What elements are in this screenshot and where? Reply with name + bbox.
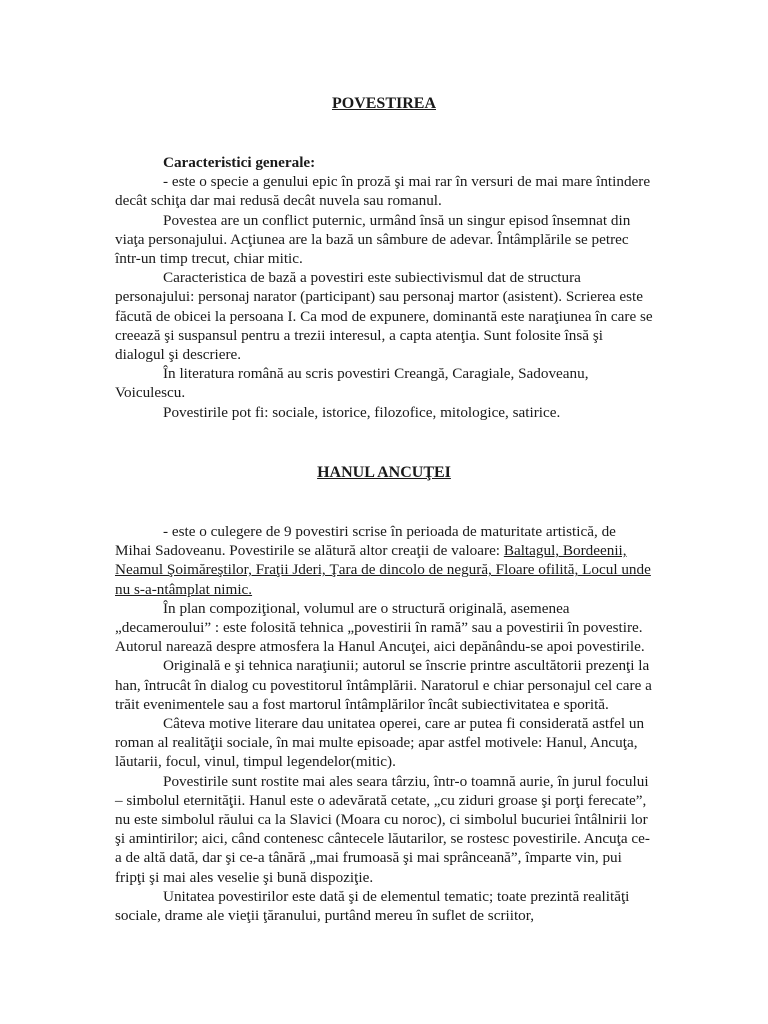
section-hanul-ancutei-body [115,522,655,925]
paragraph: Povestirile sunt rostite mai ales seara târziu, într-o toamnă aurie, în jurul focului – simbolul eternităţii. Hanul este o adevărată cetate, „cu ziduri groase şi porţi ferecate”, nu este simbolul răului ca la Slavici (Moara cu noroc), ci simbolul bucuriei întâlnirii lor şi amintirilor; aici, când contenesc cântecele lăutarilor, se rostesc povestirile. Ancuţa ce-a de altă dată, dar şi ce-a tânără „mai frumoasă şi mai sprânceană”, împarte vin, pui fripţi şi mai ales veselie şi bună dispoziţie. [115,772,650,886]
paragraph-intro [115,522,655,599]
intro-text: - este o culegere de 9 povestiri scrise în perioada de maturitate artistică, de Mihai Sadoveanu. Povestirile se alătură altor creaţii de valoare: [115,523,616,560]
section-title-hanul-ancutei: HANUL ANCUŢEI [317,464,451,481]
works-list: Baltagul, Bordeenii, Neamul Şoimăreştilor, Fraţii Jderi, Ţara de dincolo de negură, Floare ofilită, Locul unde nu s-a-ntâmplat nimic. [115,542,651,598]
subheading-caracteristici: Caracteristici generale: [163,154,316,171]
paragraph: Unitatea povestirilor este dată şi de elementul tematic; toate prezintă realităţi sociale, drame ale vieţii ţăranului, purtând mereu în suflet de scriitor, [115,887,630,925]
paragraph: Câteva motive literare dau unitatea operei, care ar putea fi considerată astfel un roman al realităţii sociale, în mai multe episoade; apar astfel motivele: Hanul, Ancuţa, lăutarii, focul, vinul, timpul legendelor(mitic). [115,715,645,771]
section-povestirea-body [115,153,655,422]
paragraph: Originală e şi tehnica naraţiunii; autorul se înscrie printre ascultătorii prezenţi la han, întrucât în dialog cu povestitorul întâmplării. Naratorul e chiar personajul cel care a trăit evenimentele sau a fost martorul întâmplărilor încât subiectivitatea e sporită. [115,657,652,713]
paragraph: Povestirile pot fi: sociale, istorice, filozofice, mitologice, satirice. [163,403,561,421]
section-title-povestirea: POVESTIREA [331,95,437,112]
paragraph: Povestea are un conflict puternic, urmând însă un singur episod însemnat din viaţa personajului. Acţiunea are la bază un sâmbure de adevar. Întâmplările se petrec într-un timp trecut, chiar mitic. [115,211,631,268]
paragraph: În plan compoziţional, volumul are o structură originală, asemenea „decameroului” : este folosită tehnica „povestirii în ramă” sau a povestirii în povestire. Autorul narează despre atmosfera la Hanul Ancuţei, aici depănându-se apoi povestirile. [115,599,645,656]
paragraph: - este o specie a genului epic în proză şi mai rar în versuri de mai mare întindere decât schiţa dar mai redusă decât nuvela sau romanul. [115,173,651,210]
paragraph: În literatura română au scris povestiri Creangă, Caragiale, Sadoveanu, Voiculescu. [115,365,589,402]
paragraph: Caracteristica de bază a povestiri este subiectivismul dat de structura personajului: personaj narator (participant) sau personaj martor (asistent). Scrierea este făcută de obicei la persoana I. Ca mod de expunere, dominantă este naraţiunea în care se creează şi suspansul pentru a trezii interesul, a capta atenţia. Sunt folosite însă şi dialogul şi descriere. [115,269,653,364]
